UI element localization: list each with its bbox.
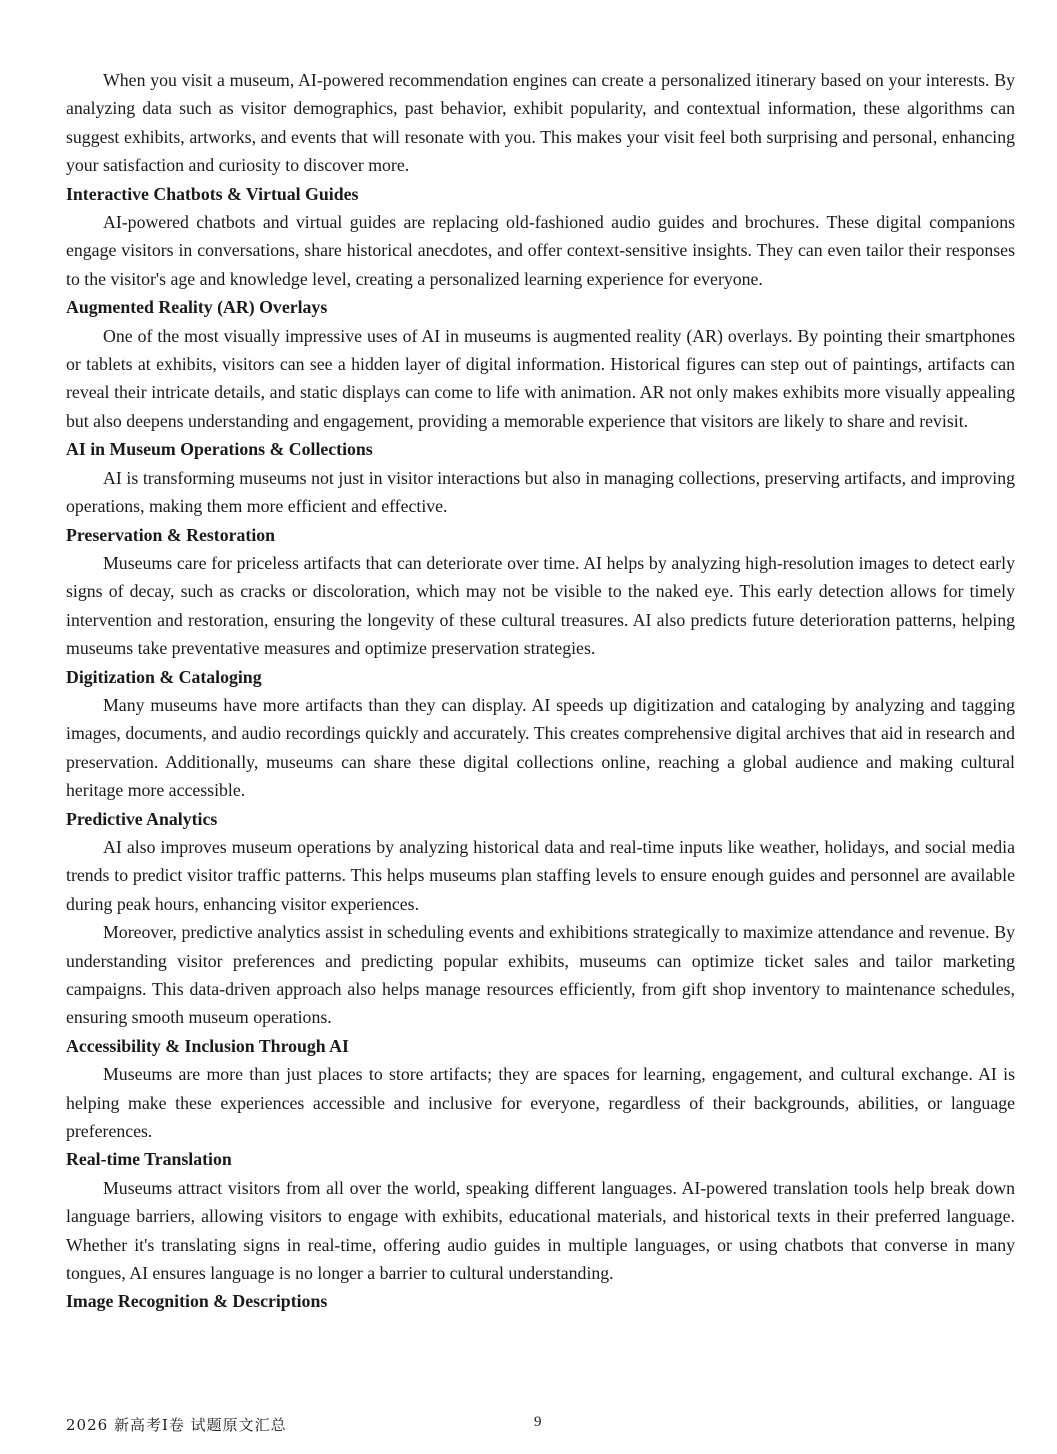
heading-predictive-analytics: Predictive Analytics	[66, 808, 218, 829]
paragraph-recommendation-engines: When you visit a museum, AI-powered recommendation engines can create a personalized itinerary based on your interests. By analyzing data such as visitor demographics, past behavior, exhibit popularity, and contextual information, these algorithms can suggest exhibits, artworks, and events that will resonate with you. This makes your visit feel both surprising and personal, enhancing your satisfaction and curiosity to discover more.	[66, 70, 1015, 176]
page-number: 9	[534, 1414, 542, 1430]
paragraph-museum-operations: AI is transforming museums not just in visitor interactions but also in managing collections, preserving artifacts, and improving operations, making them more efficient and effective.	[66, 467, 1015, 517]
paragraph-real-time-translation: Museums attract visitors from all over the world, speaking different languages. AI-powered translation tools help break down language barriers, allowing visitors to engage with exhibits, educational materials, and historical texts in their preferred language. Whether it's translating signs in real-time, offering audio guides in multiple languages, or using chatbots that converse in many tongues, AI ensures language is no longer a barrier to cultural understanding.	[66, 1177, 1015, 1284]
footer-source: 2026 新高考I卷 试题原文汇总	[66, 1416, 287, 1434]
heading-augmented-reality: Augmented Reality (AR) Overlays	[66, 297, 328, 318]
heading-digitization: Digitization & Cataloging	[66, 666, 262, 687]
paragraph-preservation: Museums care for priceless artifacts that can deteriorate over time. AI helps by analyzing high-resolution images to detect early signs of decay, such as cracks or discoloration, which may not be visible to the naked eye. This early detection allows for timely intervention and restoration, ensuring the longevity of these cultural treasures. AI also predicts future deterioration patterns, helping museums take preventative measures and optimize preservation strategies.	[66, 552, 1015, 659]
heading-interactive-chatbots: Interactive Chatbots & Virtual Guides	[66, 183, 359, 204]
heading-image-recognition: Image Recognition & Descriptions	[66, 1291, 328, 1312]
paragraph-accessibility: Museums are more than just places to store artifacts; they are spaces for learning, engagement, and cultural exchange. AI is helping make these experiences accessible and inclusive for everyone, regardless of their backgrounds, abilities, or language preferences.	[66, 1064, 1015, 1142]
paragraph-chatbots: AI-powered chatbots and virtual guides are replacing old-fashioned audio guides and brochures. These digital companions engage visitors in conversations, share historical anecdotes, and offer context-sensitive insights. They can even tailor their responses to the visitor's age and knowledge level, creating a personalized learning experience for everyone.	[66, 212, 1015, 289]
paragraph-predictive-analytics-2: Moreover, predictive analytics assist in scheduling events and exhibitions strategically to maximize attendance and revenue. By understanding visitor preferences and predicting popular exhibits, museums can optimize ticket sales and tailor marketing campaigns. This data-driven approach also helps manage resources efficiently, from gift shop inventory to maintenance schedules, ensuring smooth museum operations.	[66, 922, 1015, 1028]
paragraph-digitization: Many museums have more artifacts than they can display. AI speeds up digitization and cataloging by analyzing and tagging images, documents, and audio recordings quickly and accurately. This creates comprehensive digital archives that aid in research and preservation. Additionally, museums can share these digital collections online, reaching a global audience and making cultural heritage more accessible.	[66, 694, 1015, 801]
heading-museum-operations: AI in Museum Operations & Collections	[66, 439, 373, 460]
heading-real-time-translation: Real-time Translation	[66, 1149, 232, 1170]
paragraph-predictive-analytics-1: AI also improves museum operations by analyzing historical data and real-time inputs like weather, holidays, and social media trends to predict visitor traffic patterns. This helps museums plan staffing levels to ensure enough guides and personnel are available during peak hours, enhancing visitor experiences.	[66, 836, 1015, 914]
heading-accessibility: Accessibility & Inclusion Through AI	[66, 1035, 349, 1056]
paragraph-augmented-reality: One of the most visually impressive uses of AI in museums is augmented reality (AR) overlays. By pointing their smartphones or tablets at exhibits, visitors can see a hidden layer of digital information. Historical figures can step out of paintings, artifacts can reveal their intricate details, and static displays can come to life with animation. AR not only makes exhibits more visually appealing but also deepens understanding and engagement, providing a memorable experience that visitors are likely to share and revisit.	[66, 325, 1015, 431]
heading-preservation: Preservation & Restoration	[66, 524, 276, 545]
page-body	[66, 66, 1015, 1316]
